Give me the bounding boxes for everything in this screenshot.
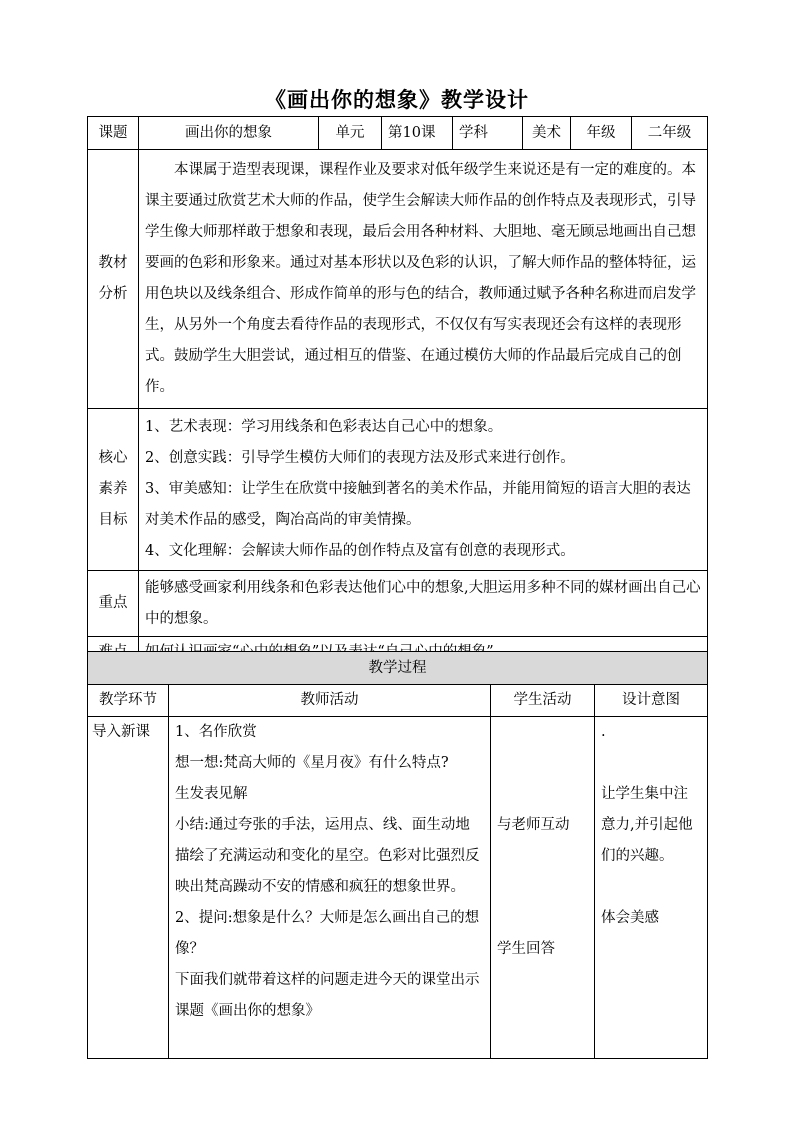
student-activity-cell	[491, 717, 595, 1059]
teacher-line: 小结:通过夸张的手法，运用点、线、面生动地描绘了充满运动和变化的星空。色彩对比强烈反映出梵高躁动不安的情感和疯狂的想象世界。	[175, 817, 480, 895]
teacher-line: 生发表见解	[175, 786, 248, 802]
analysis-text: 本课属于造型表现课，课程作业及要求对低年级学生来说还是有一定的难度的。本课主要通过欣赏艺术大师的作品，使学生会解读大师作品的创作特点及表现形式，引导学生像大师那样敢于想象和表现，最后会用各种材料、大胆地、毫无顾忌地画出自己想要画的色彩和形象来。通过对基本形状以及色彩的认识，了解大师作品的整体特征，运用色块以及线条组合、形成作简单的形与色的结合，教师通过赋予各种名称进而启发学生，从另外一个角度去看待作品的表现形式，不仅仅有写实表现还会有这样的表现形式。鼓励学生大胆尝试，通过相互的借鉴、在通过模仿大师的作品最后完成自己的创作。	[139, 150, 708, 409]
goals-label-line3: 目标	[98, 512, 128, 528]
goal-item: 4、文化理解：会解读大师作品的创作特点及富有创意的表现形式。	[145, 543, 575, 559]
analysis-row	[88, 150, 708, 409]
teacher-line: 下面我们就带着这样的问题走进今天的课堂出示课题《画出你的想象》	[175, 972, 480, 1019]
col-stage: 教学环节	[88, 685, 169, 717]
col-intent: 设计意图	[595, 685, 708, 717]
key-point-row	[88, 571, 708, 637]
design-intent-cell	[595, 717, 708, 1059]
grade-value: 二年级	[632, 117, 708, 150]
col-teacher: 教师活动	[169, 685, 491, 717]
subject-label: 学科	[453, 117, 523, 150]
document-title: 《画出你的想象》教学设计	[265, 87, 529, 112]
goal-item: 3、审美感知：让学生在欣赏中接触到著名的美术作品，并能用简短的语言大胆的表达对美术作品的感受，陶冶高尚的审美情操。	[145, 481, 691, 528]
design-intent-2: 体会美感	[601, 910, 659, 926]
analysis-label	[88, 150, 139, 409]
goals-label-line2: 素养	[98, 481, 128, 497]
process-columns-row	[88, 685, 708, 717]
goals-label-line1: 核心	[98, 450, 128, 466]
process-table	[87, 651, 708, 1059]
analysis-label-line2: 分析	[98, 286, 128, 302]
goal-item: 1、艺术表现：学习用线条和色彩表达自己心中的想象。	[145, 419, 503, 435]
key-point-text: 能够感受画家利用线条和色彩表达他们心中的想象,大胆运用多种不同的媒材画出自己心中的想象。	[139, 571, 708, 637]
teacher-line: 1、名作欣赏	[175, 724, 257, 740]
student-activity-1: 与老师互动	[497, 817, 570, 833]
subject-value: 美术	[523, 117, 571, 150]
lesson-info-table	[87, 116, 708, 669]
key-point-label: 重点	[88, 571, 139, 637]
analysis-label-line1: 教材	[98, 255, 128, 271]
info-row	[88, 117, 708, 150]
process-header-row	[88, 652, 708, 685]
process-header: 教学过程	[88, 652, 708, 685]
intent-dot: .	[601, 724, 606, 740]
goals-content	[139, 409, 708, 571]
goals-row	[88, 409, 708, 571]
teacher-line: 2、提问:想象是什么？大师是怎么画出自己的想像？	[175, 910, 480, 957]
col-student: 学生活动	[491, 685, 595, 717]
goal-item: 2、创意实践：引导学生模仿大师们的表现方法及形式来进行创作。	[145, 450, 575, 466]
unit-label: 单元	[319, 117, 382, 150]
topic-value: 画出你的想象	[139, 117, 319, 150]
goals-label	[88, 409, 139, 571]
grade-label: 年级	[571, 117, 632, 150]
design-intent-1: 让学生集中注意力,并引起他们的兴趣。	[601, 786, 693, 864]
stage-cell: 导入新课	[88, 717, 169, 1059]
topic-label: 课题	[88, 117, 139, 150]
unit-value: 第10课	[382, 117, 453, 150]
process-row-intro	[88, 717, 708, 1059]
student-activity-2: 学生回答	[497, 941, 555, 957]
teacher-activity-cell	[169, 717, 491, 1059]
teacher-line: 想一想:梵高大师的《星月夜》有什么特点?	[175, 755, 449, 771]
